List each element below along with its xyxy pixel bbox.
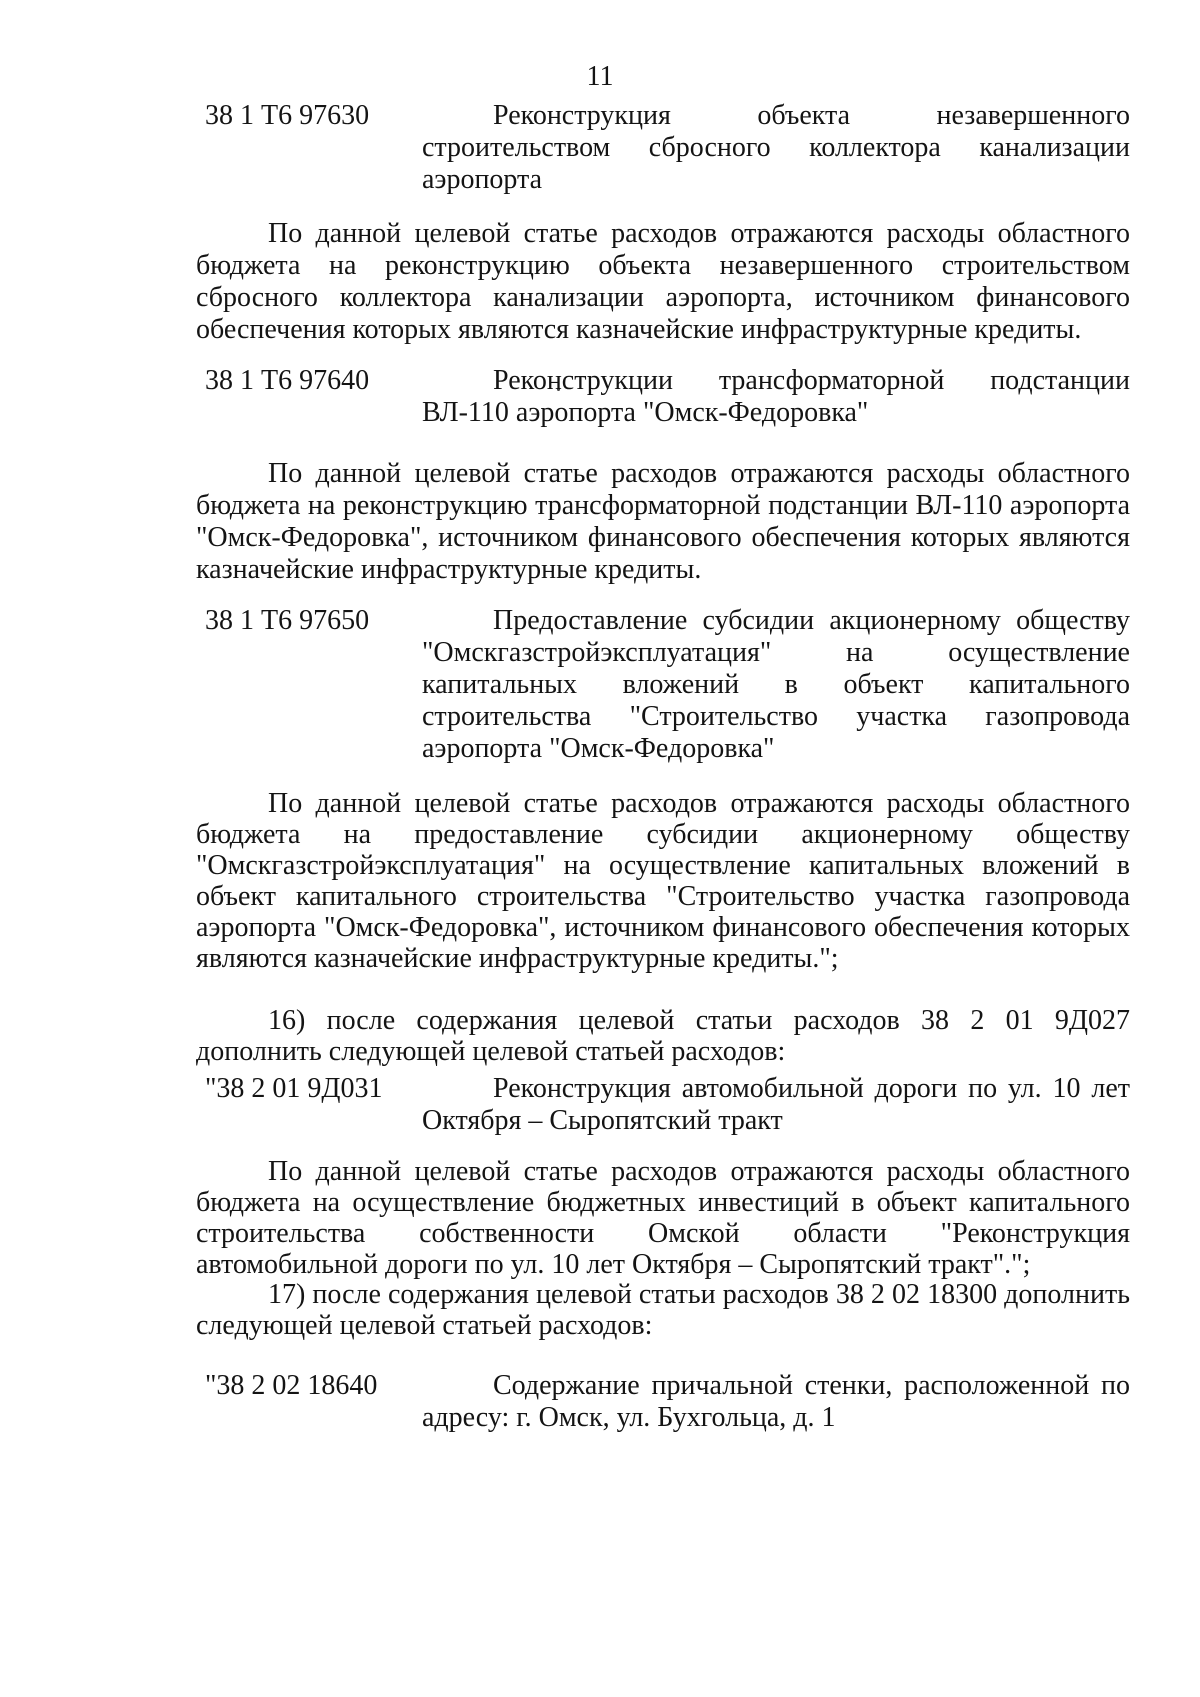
budget-entry — [205, 365, 1130, 429]
budget-entry — [205, 1370, 1130, 1434]
entry-title: Реконструкция автомобильной дороги по ул. 10 лет Октября – Сыропятский тракт — [422, 1073, 1130, 1136]
entry-title: Реконструкции трансформаторной подстанции ВЛ-110 аэропорта "Омск-Федоровка" — [422, 365, 1130, 428]
entry-title: Реконструкция объекта незавершенного строительством сбросного коллектора канализации аэропорта — [422, 100, 1130, 195]
entry-title: Предоставление субсидии акционерному обществу "Омскгазстройэксплуатация" на осуществление капитальных вложений в объект капитального строительства "Строительство участка газопровода аэропорта "Омск-Федоровка" — [422, 605, 1130, 764]
entry-code: "38 2 01 9Д031 — [205, 1073, 383, 1104]
budget-entry — [205, 605, 1130, 765]
entry-code: 38 1 Т6 97640 — [205, 365, 370, 396]
entry-code: "38 2 02 18640 — [205, 1370, 378, 1401]
paragraph: По данной целевой статье расходов отражаются расходы областного бюджета на осуществление бюджетных инвестиций в объект капитального строительства собственности Омской области "Реконструкция автомобильной дороги по ул. 10 лет Октября – Сыропятский тракт"."; — [196, 1156, 1130, 1280]
entry-code: 38 1 Т6 97630 — [205, 100, 370, 131]
paragraph: По данной целевой статье расходов отражаются расходы областного бюджета на реконструкцию объекта незавершенного строительством сбросного коллектора канализации аэропорта, источником финансового обеспечения которых являются казначейские инфраструктурные кредиты. — [196, 218, 1130, 345]
entry-code: 38 1 Т6 97650 — [205, 605, 370, 636]
page-number: 11 — [586, 61, 614, 92]
list-item-17: 17) после содержания целевой статьи расходов 38 2 02 18300 дополнить следующей целевой статьей расходов: — [196, 1279, 1130, 1341]
budget-entry — [205, 1073, 1130, 1137]
paragraph: По данной целевой статье расходов отражаются расходы областного бюджета на предоставление субсидии акционерному обществу "Омскгазстройэксплуатация" на осуществление капитальных вложений в объект капитального строительства "Строительство участка газопровода аэропорта "Омск-Федоровка", источником финансового обеспечения которых являются казначейские инфраструктурные кредиты."; — [196, 788, 1130, 974]
paragraph: По данной целевой статье расходов отражаются расходы областного бюджета на реконструкцию трансформаторной подстанции ВЛ-110 аэропорта "Омск-Федоровка", источником финансового обеспечения которых являются казначейские инфраструктурные кредиты. — [196, 458, 1130, 585]
budget-entry — [205, 100, 1130, 196]
entry-title: Содержание причальной стенки, расположенной по адресу: г. Омск, ул. Бухгольца, д. 1 — [422, 1370, 1130, 1433]
list-item-16: 16) после содержания целевой статьи расходов 38 2 01 9Д027 дополнить следующей целевой статьей расходов: — [196, 1005, 1130, 1067]
